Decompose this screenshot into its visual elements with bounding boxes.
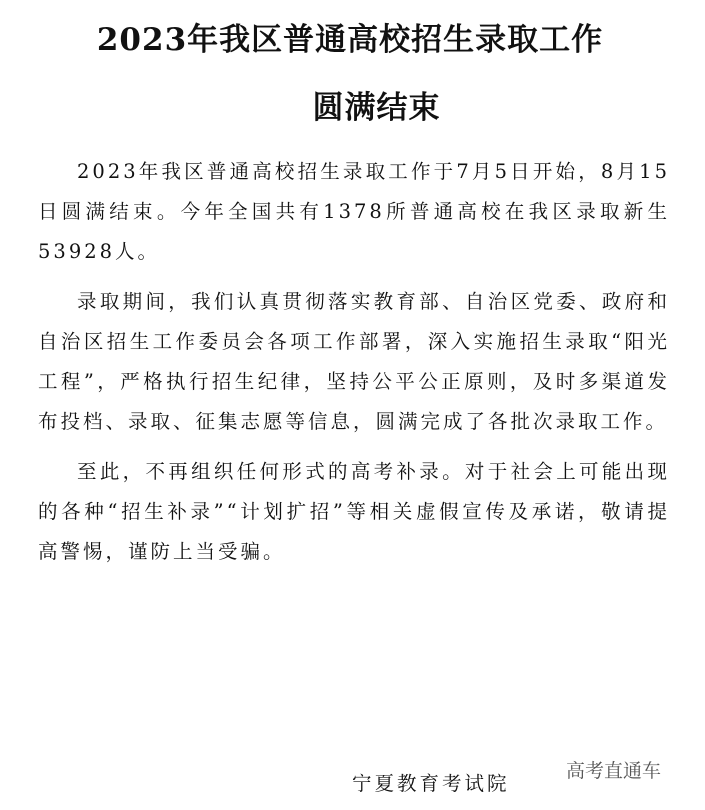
paragraph-enrollment-process: 录取期间，我们认真贯彻落实教育部、自治区党委、政府和自治区招生工作委员会各项工作部署，深入实施招生录取“阳光工程”，严格执行招生纪律，坚持公平公正原则，及时多渠道发布投档、录取、征集志愿等信息，圆满完成了各批次录取工作。: [38, 290, 670, 433]
watermark-text: 高考直通车: [566, 760, 662, 782]
document-title: 2023年我区普通高校招生录取工作: [96, 22, 604, 58]
document-title-continued: 圆满结束: [312, 90, 441, 126]
document-body: [38, 152, 670, 582]
issuer-signature: 宁夏教育考试院: [352, 772, 510, 795]
paragraph-enrollment-summary: 2023年我区普通高校招生录取工作于7月5日开始，8月15日圆满结束。今年全国共有1378所普通高校在我区录取新生53928人。: [38, 160, 670, 263]
paragraph-fraud-warning: 至此，不再组织任何形式的高考补录。对于社会上可能出现的各种“招生补录”“计划扩招”等相关虚假宣传及承诺，敬请提高警惕，谨防上当受骗。: [38, 460, 670, 563]
